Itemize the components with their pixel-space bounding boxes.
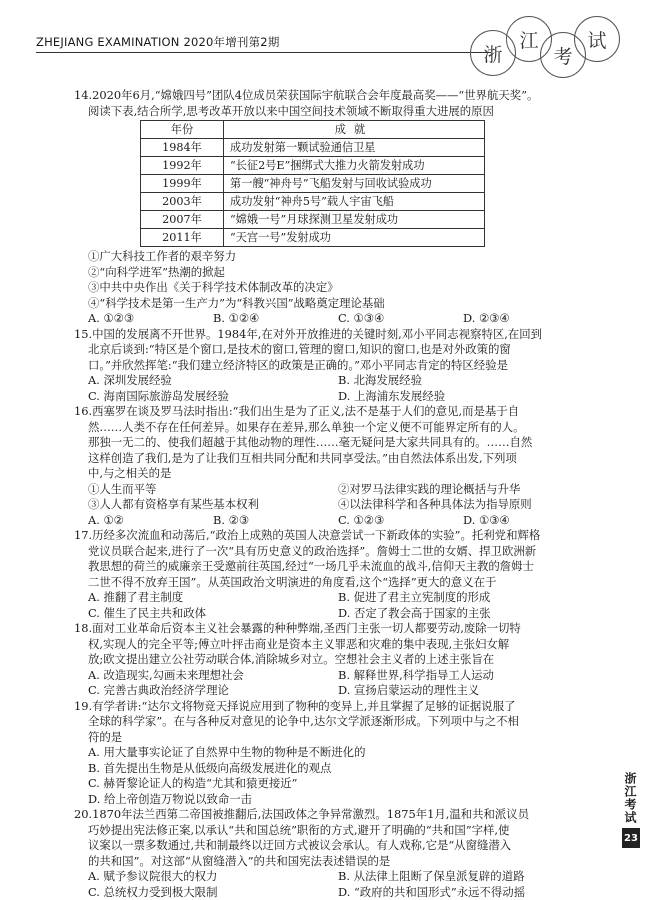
answer-option: D. ②③④: [463, 311, 588, 327]
table-header: 年份: [141, 121, 224, 139]
question-19: [88, 699, 588, 808]
journal-title: ZHEJIANG EXAMINATION 2020年增刊第2期: [36, 34, 280, 50]
side-label: 浙江考试: [622, 772, 637, 824]
seal-char: 试: [574, 16, 620, 62]
question-15: [88, 327, 588, 405]
question-text: 面对工业革命后资本主义社会暴露的种种弊端,圣西门主张一切人都要劳动,废除一切特: [92, 621, 521, 635]
table-cell: 2007年: [141, 211, 224, 229]
answer-option: C. 完善古典政治经济学理论: [88, 683, 338, 699]
answer-option: A. ①②③: [88, 311, 213, 327]
table-cell: 1999年: [141, 175, 224, 193]
question-16: [88, 404, 588, 528]
question-line: [88, 528, 588, 544]
exam-content: [88, 88, 588, 900]
table-row: [141, 193, 485, 211]
question-number: 19.: [74, 699, 92, 713]
answer-option: C. ①③④: [338, 311, 463, 327]
table-cell: “嫦娥一号”月球探测卫星发射成功: [224, 211, 485, 229]
table-cell: “天宫一号”发射成功: [224, 229, 485, 247]
answer-option: B. ②③: [213, 513, 338, 529]
page-number: 23: [622, 828, 640, 848]
table-row: [141, 175, 485, 193]
answer-option: D. 给上帝创造万物说以致命一击: [88, 792, 588, 808]
seal-char: 浙: [470, 30, 516, 76]
question-line: 教思想的荷兰的威廉亲王受邀前往英国,经过“一场几乎未流血的战斗,信仰天主教的詹姆士: [88, 559, 588, 575]
side-tab: [622, 772, 640, 848]
question-14: [88, 88, 588, 327]
question-text: 2020年6月,“嫦娥四号”团队4位成员荣获国际宇航联合会年度最高奖——“世界航天奖”。: [92, 88, 538, 102]
answer-option: B. 首先提出生物是从低级向高级发展进化的观点: [88, 761, 588, 777]
statement-item: ①人生而平等: [88, 482, 338, 498]
question-line: 符的是: [88, 730, 588, 746]
page-header: [36, 34, 498, 54]
table-cell: 成功发射“神舟5号”载人宇宙飞船: [224, 193, 485, 211]
answer-option: C. 催生了民主共和政体: [88, 606, 338, 622]
answer-option: D. “政府的共和国形式”永远不得动摇: [338, 885, 588, 900]
question-line: 放;欧文提出建立公社劳动联合体,消除城乡对立。空想社会主义者的上述主张旨在: [88, 652, 588, 668]
logo-seals: [470, 16, 620, 80]
question-number: 20.: [74, 807, 92, 821]
question-line: [88, 404, 588, 420]
question-line: [88, 88, 588, 104]
seal-char: 江: [506, 16, 552, 62]
statement-item: ③中共中央作出《关于科学技术体制改革的决定》: [88, 280, 588, 296]
answer-option: C. ①②③: [338, 513, 463, 529]
question-number: 14.: [74, 88, 92, 102]
answer-option: C. 海南国际旅游岛发展经验: [88, 389, 338, 405]
question-line: 党议员联合起来,进行了一次“具有历史意义的政治选择”。詹姆士二世的女婿、捍卫欧洲新: [88, 544, 588, 560]
question-18: [88, 621, 588, 699]
question-line: [88, 807, 588, 823]
table-row: [141, 139, 485, 157]
question-number: 17.: [74, 528, 92, 542]
answer-options: [88, 513, 588, 529]
table-row: [141, 157, 485, 175]
answer-options: [88, 373, 588, 404]
question-text: 西塞罗在谈及罗马法时指出:“我们出生是为了正义,法不是基于人们的意见,而是基于自: [92, 404, 519, 418]
header-rule: [36, 52, 491, 53]
answer-option: B. 从法律上阻断了保皇派复辟的道路: [338, 869, 588, 885]
question-line: 那独一无二的、使我们超越于其他动物的理性……毫无疑问是大家共同具有的。……自然: [88, 435, 588, 451]
answer-options: [88, 668, 588, 699]
answer-option: D. ①③④: [463, 513, 588, 529]
statement-item: ④“科学技术是第一生产力”为“科教兴国”战略奠定理论基础: [88, 296, 588, 312]
question-text: 历经多次流血和动荡后,“政治上成熟的英国人决意尝试一下新政体的实验”。托利党和辉格: [92, 528, 540, 542]
table-cell: 1992年: [141, 157, 224, 175]
question-17: [88, 528, 588, 621]
answer-options: [88, 869, 588, 900]
question-text: 中国的发展离不开世界。1984年,在对外开放推进的关键时刻,邓小平同志视察特区,在回到: [92, 327, 542, 341]
question-line: 阅读下表,结合所学,思考改革开放以来中国空间技术领域不断取得重大进展的原因: [88, 104, 588, 120]
question-line: 二世不得不放弃王国”。从英国政治文明演进的角度看,这个“选择”更大的意义在于: [88, 575, 588, 591]
answer-option: D. 宣扬启蒙运动的理性主义: [338, 683, 588, 699]
question-line: 口。”并欣然挥笔:“我们建立经济特区的政策是正确的。”邓小平同志肯定的特区经验是: [88, 358, 588, 374]
question-line: [88, 621, 588, 637]
answer-option: B. 促进了君主立宪制度的形成: [338, 590, 588, 606]
question-line: 这样创造了我们,是为了让我们互相共同分配和共同享受法。”由自然法体系出发,下列项: [88, 451, 588, 467]
table-header-row: [141, 121, 485, 139]
question-number: 16.: [74, 404, 92, 418]
answer-option: D. 否定了教会高于国家的主张: [338, 606, 588, 622]
table-cell: 2003年: [141, 193, 224, 211]
answer-options: [88, 590, 588, 621]
table-row: [141, 229, 485, 247]
answer-option: C. 赫胥黎论证人的构造“尤其和猿更接近”: [88, 776, 588, 792]
table-cell: 成功发射第一颗试验通信卫星: [224, 139, 485, 157]
statement-item: ①广大科技工作者的艰辛努力: [88, 249, 588, 265]
statement-items: [88, 482, 588, 513]
answer-option: B. ①②④: [213, 311, 338, 327]
question-text: 1870年法兰西第二帝国被推翻后,法国政体之争异常激烈。1875年1月,温和共和派议员: [92, 807, 529, 821]
question-line: 全球的科学家”。在与各种反对意见的论争中,达尔文学派逐渐形成。下列项中与之不相: [88, 714, 588, 730]
question-line: [88, 699, 588, 715]
statement-item: ②对罗马法律实践的理论概括与升华: [338, 482, 588, 498]
question-line: 的共和国”。对这部“从窗缝潜入”的共和国宪法表述错误的是: [88, 854, 588, 870]
answer-options: [88, 311, 588, 327]
answer-option: A. 改造现实,勾画未来理想社会: [88, 668, 338, 684]
answer-option: C. 总统权力受到极大限制: [88, 885, 338, 900]
table-cell: “长征2号E”捆绑式大推力火箭发射成功: [224, 157, 485, 175]
statement-item: ④以法律科学和各种具体法为指导原则: [338, 497, 588, 513]
question-line: 权,实现人的完全平等;傅立叶抨击商业是资本主义罪恶和灾难的集中表现,主张妇女解: [88, 637, 588, 653]
question-text: 有学者讲:“达尔文将物竞天择说应用到了物种的变异上,并且掌握了足够的证据说服了: [92, 699, 515, 713]
answer-option: B. 解释世界,科学指导工人运动: [338, 668, 588, 684]
statement-item: ③人人都有资格享有某些基本权利: [88, 497, 338, 513]
table-row: [141, 211, 485, 229]
answer-option: B. 北海发展经验: [338, 373, 588, 389]
seal-char: 考: [540, 32, 586, 78]
answer-option: A. 深圳发展经验: [88, 373, 338, 389]
question-line: 然……人类不存在任何差异。如果存在差异,那么单独一个定义便不可能界定所有的人。: [88, 420, 588, 436]
statement-item: ②“向科学进军”热潮的掀起: [88, 265, 588, 281]
answer-option: A. ①②: [88, 513, 213, 529]
table-cell: 1984年: [141, 139, 224, 157]
answer-option: A. 赋予参议院很大的权力: [88, 869, 338, 885]
table-cell: 2011年: [141, 229, 224, 247]
question-number: 15.: [74, 327, 92, 341]
answer-option: A. 用大量事实论证了自然界中生物的物种是不断进化的: [88, 745, 588, 761]
table-header: 成就: [224, 121, 485, 139]
answer-option: A. 推翻了君主制度: [88, 590, 338, 606]
achievement-table: [140, 120, 485, 247]
answer-option: D. 上海浦东发展经验: [338, 389, 588, 405]
question-line: 巧妙提出宪法修正案,以承认“共和国总统”职衔的方式,避开了明确的“共和国”字样,使: [88, 823, 588, 839]
question-line: 中,与之相关的是: [88, 466, 588, 482]
question-number: 18.: [74, 621, 92, 635]
question-line: [88, 327, 588, 343]
question-20: [88, 807, 588, 900]
question-line: 北京后谈到:“特区是个窗口,是技术的窗口,管理的窗口,知识的窗口,也是对外政策的窗: [88, 342, 588, 358]
question-line: 议案以一票多数通过,共和制最终以迂回方式被议会承认。有人戏称,它是“从窗缝潜入: [88, 838, 588, 854]
table-cell: 第一艘“神舟号”飞船发射与回收试验成功: [224, 175, 485, 193]
